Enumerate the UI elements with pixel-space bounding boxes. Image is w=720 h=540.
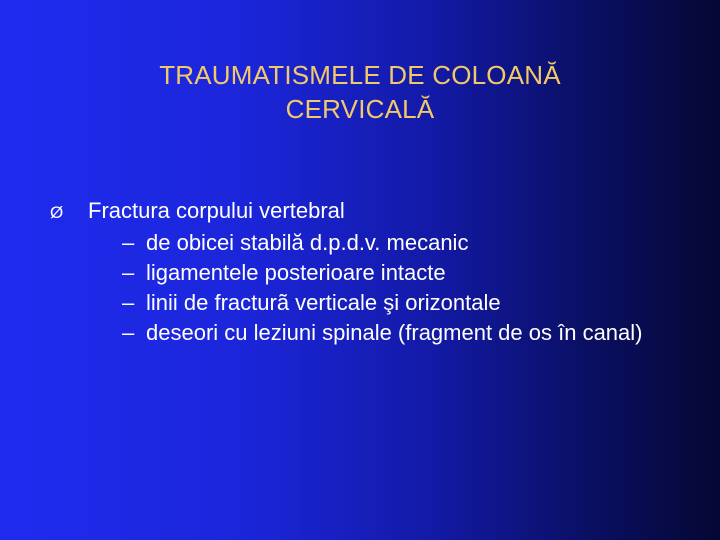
sub-item-text: deseori cu leziuni spinale (fragment de os în canal) xyxy=(146,320,643,345)
bullet-text: Fractura corpului vertebral xyxy=(88,198,345,223)
dash-marker: – xyxy=(122,290,135,315)
sub-item-text: de obicei stabilă d.p.d.v. mecanic xyxy=(146,230,469,255)
sub-item xyxy=(122,318,692,348)
dash-marker: – xyxy=(122,320,135,345)
sub-item xyxy=(122,258,692,288)
title-line-1: TRAUMATISMELE DE COLOANĂ xyxy=(159,60,561,90)
arrow-bullet-icon: Ø xyxy=(50,203,64,222)
dash-marker: – xyxy=(122,230,135,255)
bullet-list xyxy=(50,196,690,348)
dash-marker: – xyxy=(122,260,135,285)
slide-title xyxy=(0,58,720,126)
sub-item-text: linii de fracturã verticale şi orizontale xyxy=(146,290,501,315)
title-line-2: CERVICALĂ xyxy=(285,94,435,124)
sub-item xyxy=(122,228,692,258)
bullet-item xyxy=(50,196,690,228)
sub-item xyxy=(122,288,692,318)
sub-item-text: ligamentele posterioare intacte xyxy=(146,260,446,285)
